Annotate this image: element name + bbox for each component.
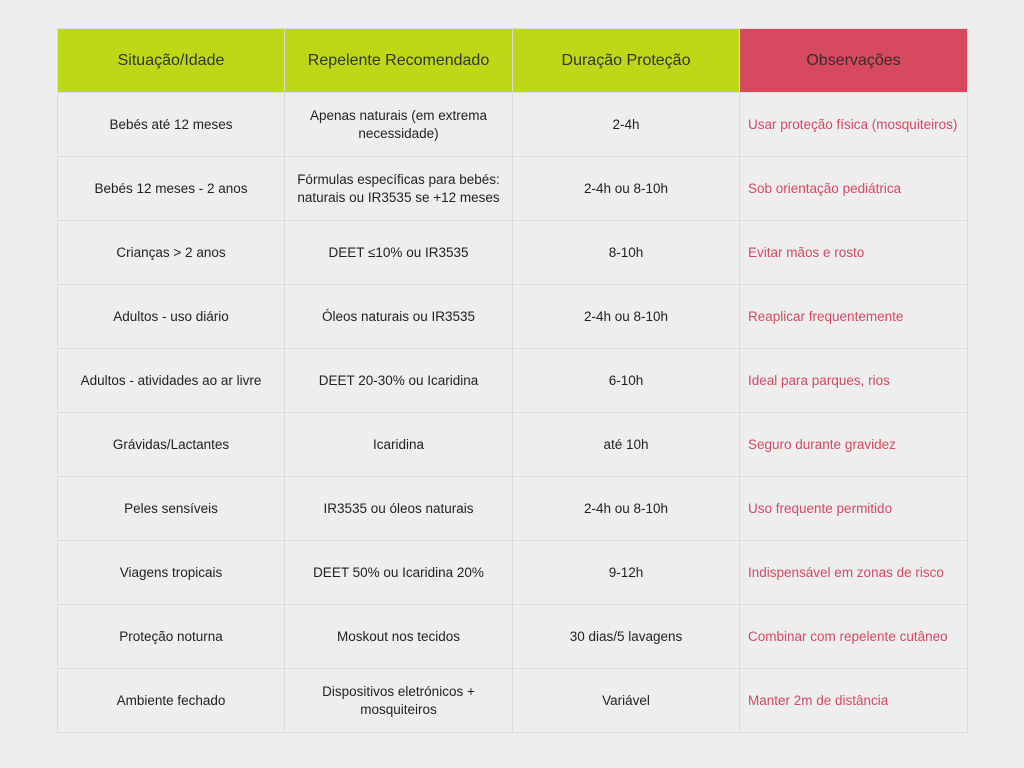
cell-repelente: Óleos naturais ou IR3535 — [285, 285, 513, 349]
cell-observacoes: Sob orientação pediátrica — [740, 157, 968, 221]
cell-duracao: até 10h — [513, 413, 740, 477]
cell-observacoes: Manter 2m de distância — [740, 669, 968, 733]
cell-duracao: 6-10h — [513, 349, 740, 413]
cell-observacoes: Ideal para parques, rios — [740, 349, 968, 413]
cell-situacao: Bebés 12 meses - 2 anos — [58, 157, 285, 221]
cell-duracao: 9-12h — [513, 541, 740, 605]
header-repelente: Repelente Recomendado — [285, 29, 513, 93]
cell-repelente: Dispositivos eletrónicos + mosquiteiros — [285, 669, 513, 733]
header-duracao: Duração Proteção — [513, 29, 740, 93]
table-row — [58, 541, 968, 605]
cell-repelente: Icaridina — [285, 413, 513, 477]
cell-observacoes: Usar proteção física (mosquiteiros) — [740, 93, 968, 157]
table-row — [58, 477, 968, 541]
cell-duracao: 8-10h — [513, 221, 740, 285]
table-row — [58, 157, 968, 221]
cell-duracao: 2-4h ou 8-10h — [513, 477, 740, 541]
cell-situacao: Grávidas/Lactantes — [58, 413, 285, 477]
cell-repelente: DEET ≤10% ou IR3535 — [285, 221, 513, 285]
repellent-table-container — [57, 28, 967, 733]
cell-situacao: Adultos - atividades ao ar livre — [58, 349, 285, 413]
cell-repelente: IR3535 ou óleos naturais — [285, 477, 513, 541]
cell-duracao: 2-4h — [513, 93, 740, 157]
cell-situacao: Crianças > 2 anos — [58, 221, 285, 285]
cell-observacoes: Evitar mãos e rosto — [740, 221, 968, 285]
table-row — [58, 349, 968, 413]
table-row — [58, 605, 968, 669]
cell-repelente: DEET 20-30% ou Icaridina — [285, 349, 513, 413]
cell-repelente: DEET 50% ou Icaridina 20% — [285, 541, 513, 605]
cell-duracao: Variável — [513, 669, 740, 733]
header-situacao: Situação/Idade — [58, 29, 285, 93]
cell-situacao: Peles sensíveis — [58, 477, 285, 541]
repellent-table — [57, 28, 968, 733]
cell-situacao: Adultos - uso diário — [58, 285, 285, 349]
table-header-row — [58, 29, 968, 93]
cell-situacao: Viagens tropicais — [58, 541, 285, 605]
table-row — [58, 669, 968, 733]
cell-observacoes: Seguro durante gravidez — [740, 413, 968, 477]
cell-observacoes: Indispensável em zonas de risco — [740, 541, 968, 605]
table-row — [58, 93, 968, 157]
cell-repelente: Fórmulas específicas para bebés: naturais ou IR3535 se +12 meses — [285, 157, 513, 221]
table-body — [58, 93, 968, 733]
cell-situacao: Bebés até 12 meses — [58, 93, 285, 157]
table-row — [58, 285, 968, 349]
cell-observacoes: Uso frequente permitido — [740, 477, 968, 541]
table-row — [58, 413, 968, 477]
header-observacoes: Observações — [740, 29, 968, 93]
cell-observacoes: Combinar com repelente cutâneo — [740, 605, 968, 669]
cell-duracao: 2-4h ou 8-10h — [513, 157, 740, 221]
cell-repelente: Apenas naturais (em extrema necessidade) — [285, 93, 513, 157]
cell-duracao: 2-4h ou 8-10h — [513, 285, 740, 349]
cell-situacao: Ambiente fechado — [58, 669, 285, 733]
cell-repelente: Moskout nos tecidos — [285, 605, 513, 669]
cell-duracao: 30 dias/5 lavagens — [513, 605, 740, 669]
cell-situacao: Proteção noturna — [58, 605, 285, 669]
cell-observacoes: Reaplicar frequentemente — [740, 285, 968, 349]
table-row — [58, 221, 968, 285]
